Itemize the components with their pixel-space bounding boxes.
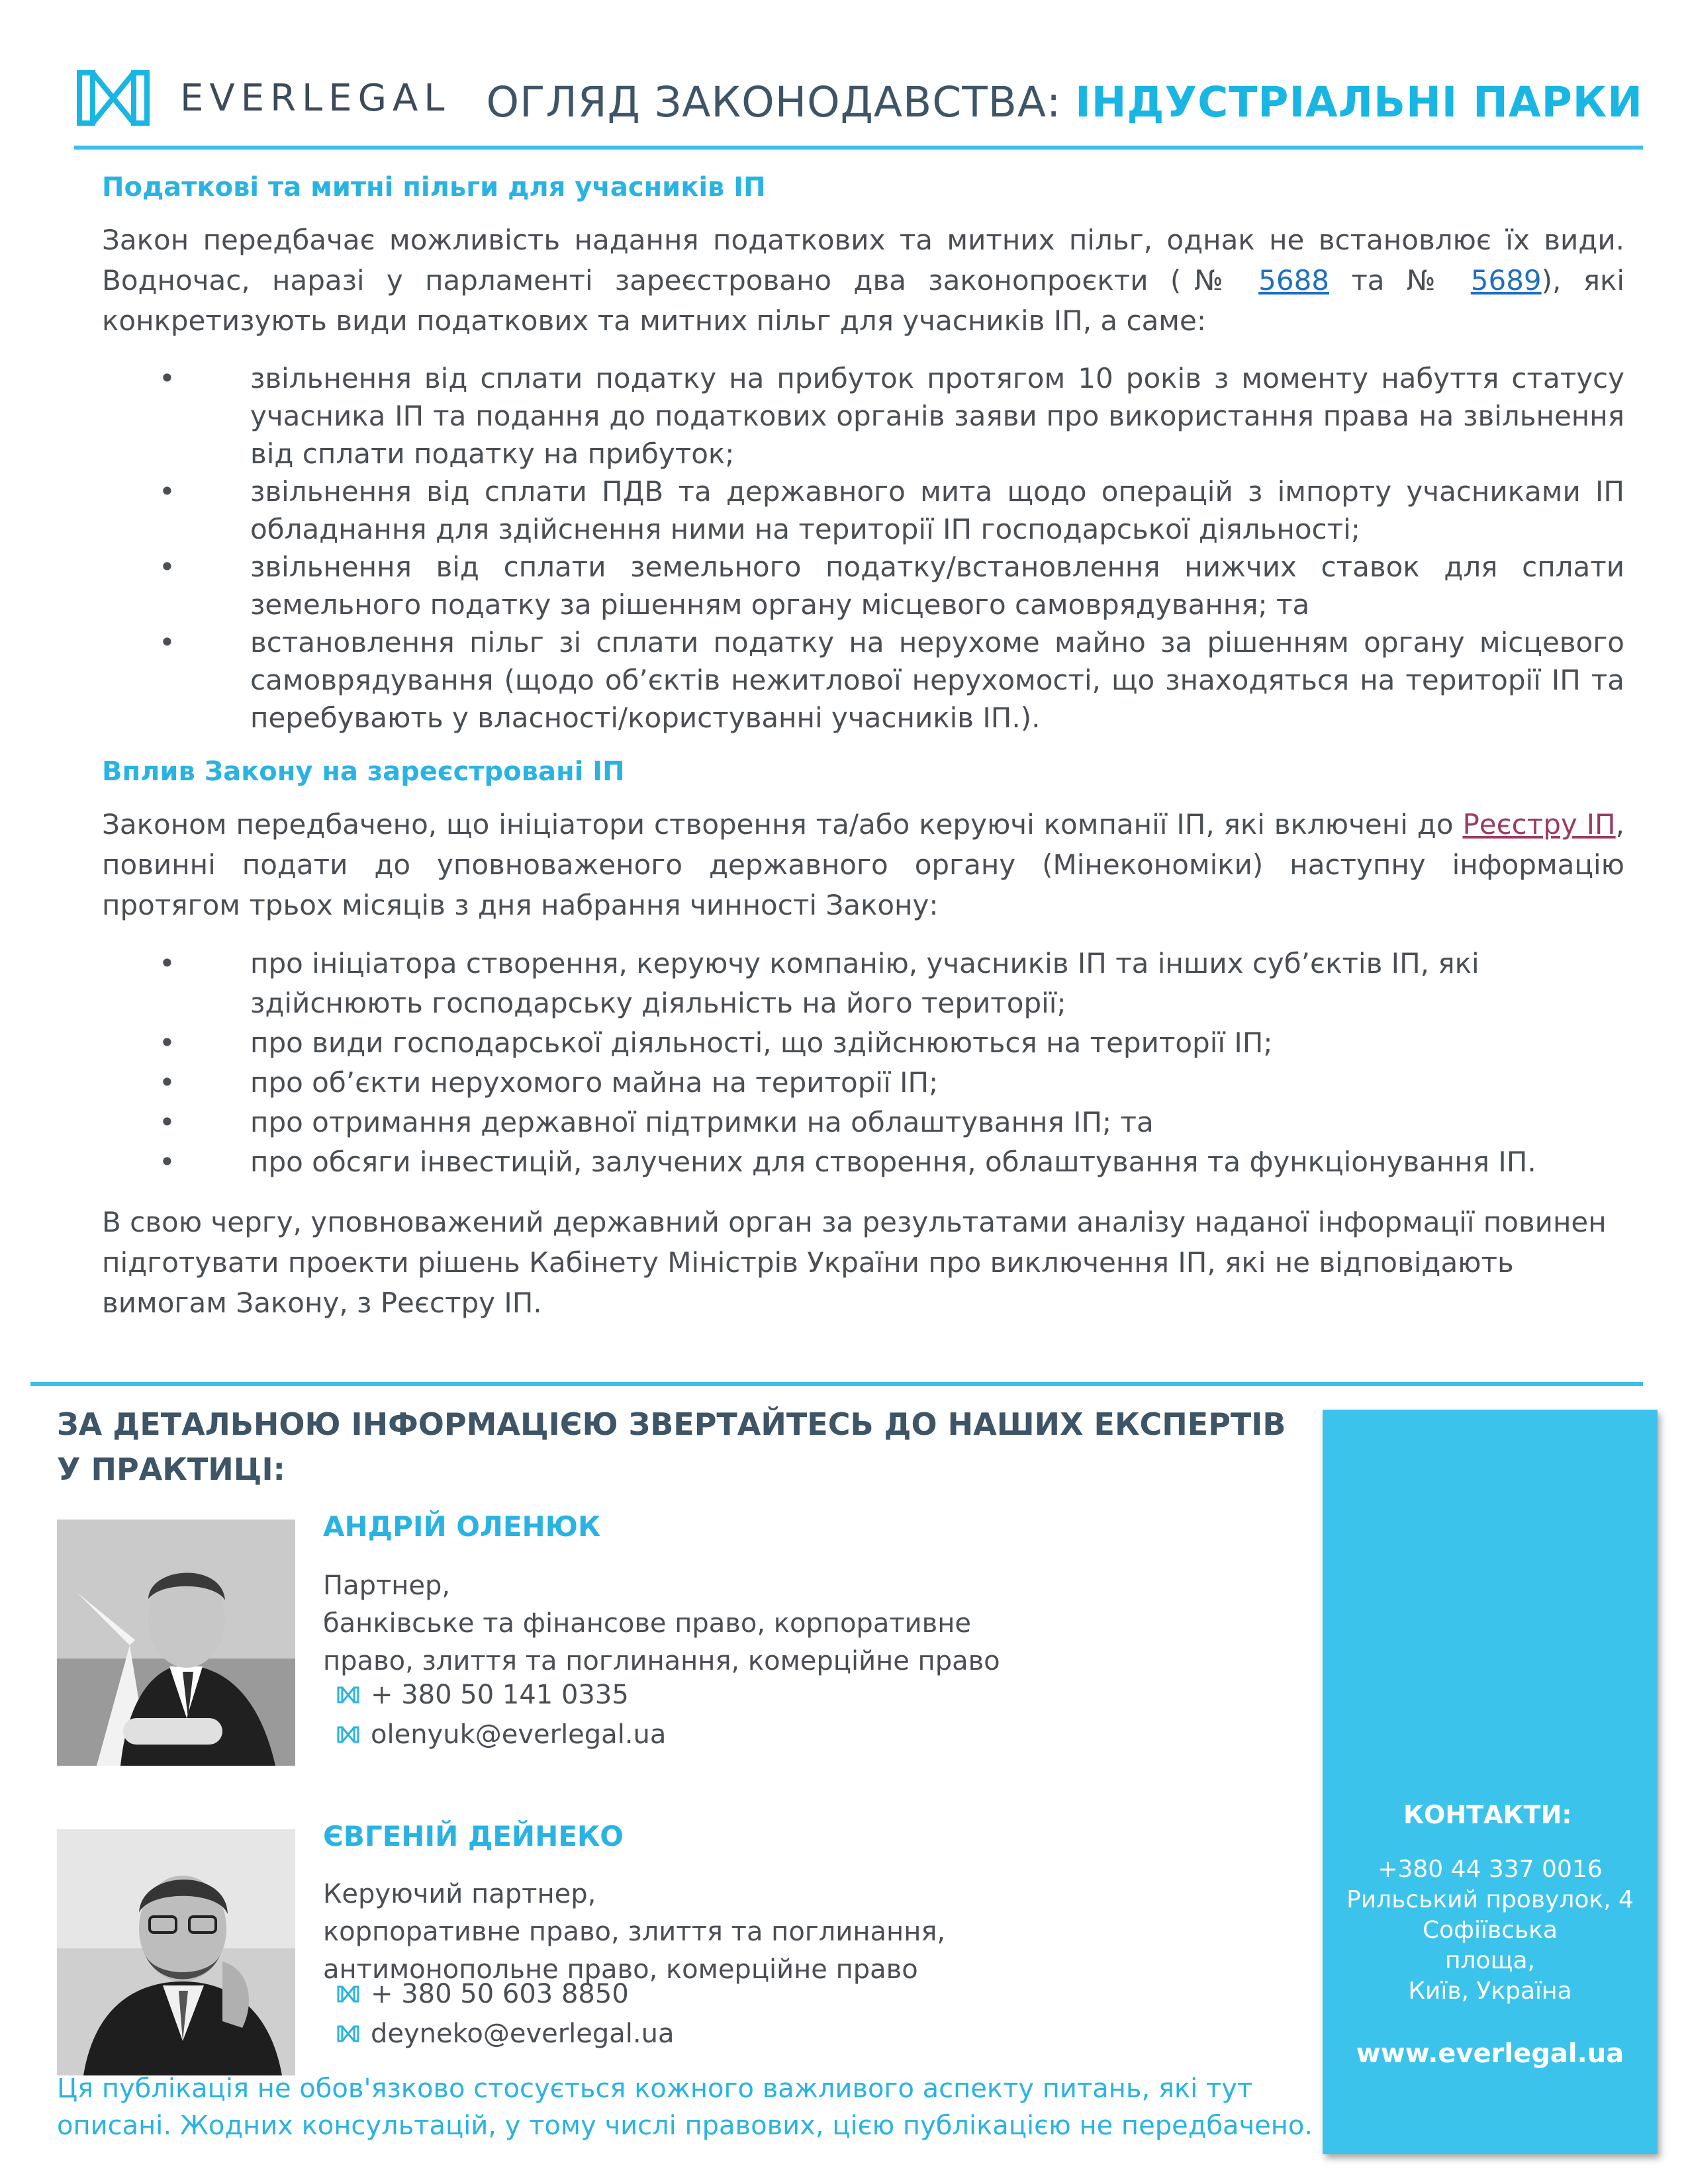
expert-name-olenyuk: АНДРІЙ ОЛЕНЮК: [323, 1510, 601, 1543]
email-address: olenyuk@everlegal.ua: [371, 1719, 667, 1750]
closing-paragraph: В свою чергу, уповноважений державний орган за результатами аналізу наданої інформації повинен підготувати проекти рішень Кабінету Міністрів України про виключення ІП, які не відповідають вимогам Закону, з Реєстру ІП.: [102, 1206, 1607, 1319]
email-address: deyneko@everlegal.ua: [371, 2019, 675, 2049]
required-info-list: [102, 944, 1624, 1182]
article-body: [102, 163, 1624, 1342]
bill-5689-link[interactable]: 5689: [1470, 264, 1542, 296]
tax-benefits-paragraph: [102, 220, 1624, 341]
address-line: Київ, Україна: [1408, 1978, 1572, 2005]
bill-5688-link[interactable]: 5688: [1258, 264, 1330, 296]
list-item: • про обсяги інвестицій, залучених для створення, облаштування та функціонування ІП.: [102, 1142, 1624, 1182]
header-divider: [74, 146, 1643, 150]
list-item: • встановлення пільг зі сплати податку на нерухоме майно за рішенням органу місцевого самоврядування (щодо об’єктів нежитлової нерухомості, що знаходяться на території ІП та перебувають у власності/користуванні учасників ІП.).: [102, 623, 1624, 737]
page-title: [487, 78, 1644, 126]
expert-role-olenyuk: [323, 1567, 1000, 1680]
page-title-highlight: ІНДУСТРІАЛЬНІ ПАРКИ: [1075, 78, 1643, 126]
text-fragment: ), які конкретизують види податкових та митних пільг для учасників ІП, а саме:: [102, 264, 1624, 337]
text-fragment: Законом передбачено, що ініціатори створення та/або керуючі компанії ІП, які включені до: [102, 808, 1463, 841]
role-line: корпоративне право, злиття та поглинання,: [323, 1917, 946, 1947]
brand-logo: [74, 68, 450, 128]
office-phone[interactable]: +380 44 337 0016: [1378, 1856, 1603, 1883]
list-item: • звільнення від сплати земельного податку/встановлення нижчих ставок для сплати земельного податку за рішенням органу місцевого самоврядування; та: [102, 548, 1624, 623]
list-item: • звільнення від сплати ПДВ та державного мита щодо операцій з імпорту учасниками ІП обладнання для здійснення ними на території ІП господарської діяльності;: [102, 473, 1624, 548]
expert-role-deyneko: [323, 1876, 945, 1989]
brand-name: EVERLEGAL: [180, 76, 451, 120]
list-item: • звільнення від сплати податку на прибуток протягом 10 років з моменту набуття статусу учасника ІП та подання до податкових органів заяви про використання права на звільнення від сплати податку на прибуток;: [102, 359, 1624, 473]
expert-email-deyneko[interactable]: [371, 2019, 675, 2049]
registry-link[interactable]: Реєстру ІП: [1462, 808, 1616, 841]
portrait-image: [57, 1520, 295, 1766]
section-heading-tax-benefits: Податкові та митні пільги для учасників ІП: [102, 172, 766, 203]
phone-number: + 380 50 141 0335: [371, 1680, 629, 1710]
website-link[interactable]: www.everlegal.ua: [1356, 2038, 1624, 2069]
law-impact-paragraph: [102, 804, 1624, 925]
expert-name-deyneko: ЄВГЕНІЙ ДЕЙНЕКО: [323, 1820, 624, 1852]
list-item: • про ініціатора створення, керуючу компанію, учасників ІП та інших суб’єктів ІП, які здійснюють господарську діяльність на його території;: [102, 944, 1624, 1023]
role-line: антимонопольне право, комерційне право: [323, 1954, 918, 1985]
expert-email-olenyuk[interactable]: [371, 1719, 666, 1750]
address-line: Софіївська: [1423, 1917, 1558, 1944]
disclaimer-text: Ця публікація не обов'язково стосується кожного важливого аспекту питань, які тут описані. Жодних консультацій, у тому числі правових, цією публікацією не передбачено.: [57, 2073, 1313, 2141]
expert-phone-olenyuk[interactable]: [371, 1680, 629, 1710]
list-item: • про види господарської діяльності, що здійснюються на території ІП;: [102, 1023, 1624, 1063]
list-item: • про отримання державної підтримки на облаштування ІП; та: [102, 1103, 1624, 1142]
tax-benefits-list: [102, 359, 1624, 737]
phone-icon: [336, 1985, 360, 2003]
role-line: право, злиття та поглинання, комерційне право: [323, 1646, 1000, 1676]
role-line: банківське та фінансове право, корпоративне: [323, 1608, 971, 1639]
phone-number: + 380 50 603 8850: [371, 1979, 629, 2009]
phone-icon: [336, 1686, 360, 1704]
address-line: площа,: [1445, 1947, 1535, 1974]
portrait-image: [57, 1829, 295, 2075]
list-item: • про об’єкти нерухомого майна на території ІП;: [102, 1063, 1624, 1103]
role-line: Керуючий партнер,: [323, 1879, 596, 1909]
expert-phone-deyneko[interactable]: [371, 1979, 629, 2009]
address-line: Рильський провулок, 4: [1346, 1886, 1634, 1913]
section-heading-law-impact: Вплив Закону на зареєстровані ІП: [102, 756, 625, 787]
everlegal-logo-icon: [74, 68, 152, 128]
contacts-divider: [30, 1382, 1643, 1386]
text-fragment: Закон передбачає можливість надання податкових та митних пільг, однак не встановлює їх види. Водночас, наразі у парламенті зареєстровано два законопроєкти (№: [102, 224, 1624, 296]
text-fragment: , повинні подати до уповноваженого державного органу (Мінекономіки) наступну інформацію протягом трьох місяців з дня набрання чинності Закону:: [102, 808, 1624, 921]
contacts-sidebar: [1323, 1410, 1658, 2154]
role-line: Партнер,: [323, 1570, 451, 1601]
email-icon: [336, 2025, 360, 2043]
expert-photo-deyneko: [57, 1829, 295, 2075]
expert-photo-olenyuk: [57, 1520, 295, 1766]
page-title-prefix: ОГЛЯД ЗАКОНОДАВСТВА:: [486, 78, 1076, 126]
contact-experts-heading: ЗА ДЕТАЛЬНОЮ ІНФОРМАЦІЄЮ ЗВЕРТАЙТЕСЬ ДО НАШИХ ЕКСПЕРТІВ У ПРАКТИЦІ:: [57, 1406, 1286, 1487]
email-icon: [336, 1725, 360, 1744]
text-fragment: та №: [1329, 264, 1471, 296]
sidebar-title: КОНТАКТИ:: [1403, 1800, 1572, 1829]
sidebar-address-block: [1323, 1854, 1658, 2007]
